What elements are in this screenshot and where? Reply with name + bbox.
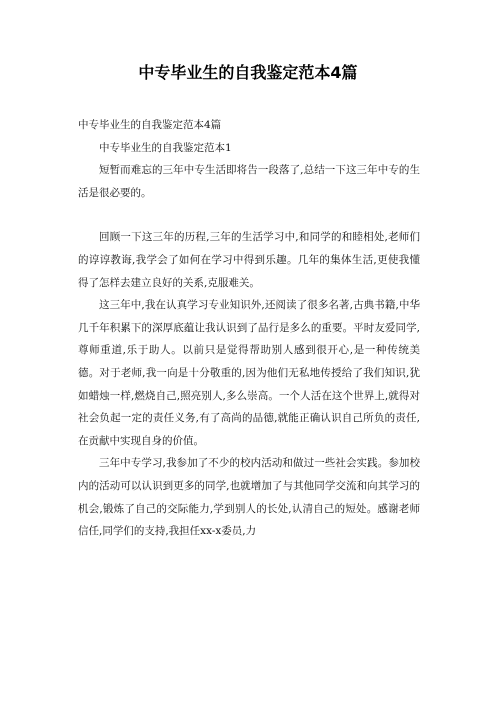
section-heading: 中专毕业生的自我鉴定范本1 (99, 141, 232, 154)
paragraph-activities: 三年中专学习,我参加了不少的校内活动和做过一些社会实践。参加校内的活动可以认识到更多的同学,也就增加了与其他同学交流和向其学习的机会,锻炼了自己的交际能力,学到别人的长处,认清自己的短处。感谢老师信任,同学们的支持,我担任xx-x委员,力 (78, 457, 420, 538)
paragraph-study: 这三年中,我在认真学习专业知识外,还阅读了很多名著,古典书籍,中华几千年积累下的深厚底蕴让我认识到了品行是多么的重要。平时友爱同学,尊师重道,乐于助人。以前只是觉得帮助别人感到很开心,是一种传统美德。对于老师,我一向是十分敬重的,因为他们无私地传授给了我们知识,犹如蜡烛一样,燃烧自己,照亮别人,多么崇高。一个人活在这个世界上,就得对社会负起一定的责任义务,有了高尚的品德,就能正确认识自己所负的责任,在贡献中实现自身的价值。 (78, 299, 420, 447)
paragraph-intro: 短暂而难忘的三年中专生活即将告一段落了,总结一下这三年中专的生活是很必要的。 (78, 164, 420, 199)
document-body (78, 114, 420, 543)
paragraph-review: 回顾一下这三年的历程,三年的生活学习中,和同学的和睦相处,老师们的谆谆教诲,我学会了如何在学习中得到乐趣。几年的集体生活,更使我懂得了怎样去建立良好的关系,克服难关。 (78, 231, 420, 289)
document-title: 中专毕业生的自我鉴定范本4篇 (138, 63, 358, 82)
body-heading: 中专毕业生的自我鉴定范本4篇 (78, 119, 222, 131)
